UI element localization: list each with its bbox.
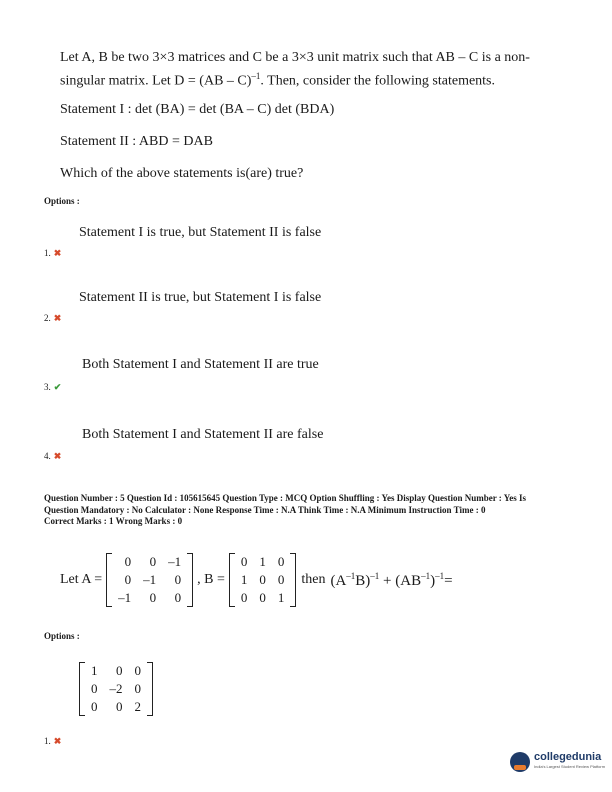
cross-icon: ✖ — [53, 313, 62, 323]
matrix-cell: 0 — [240, 554, 248, 569]
matrix-cell: 0 — [277, 572, 285, 587]
matrix-cell: –1 — [168, 554, 182, 569]
q4-option-2-marker — [44, 313, 61, 324]
q4-stem-line2 — [60, 67, 495, 91]
q4-question: Which of the above statements is(are) true? — [60, 166, 304, 181]
let-a-label: Let A = — [60, 572, 103, 587]
matrix-cell: 0 — [91, 699, 98, 714]
matrix-cell: 0 — [124, 572, 132, 587]
q4-option-4-text[interactable]: Both Statement I and Statement II are false — [82, 427, 324, 442]
cross-icon: ✖ — [53, 451, 62, 461]
matrix-cell: 0 — [259, 572, 266, 587]
statement-1: Statement I : det (BA) = det (BA – C) det (BDA) — [60, 102, 335, 117]
matrix-cell: 0 — [277, 554, 285, 569]
matrix-cell: 0 — [116, 699, 123, 714]
matrix-cell: 0 — [149, 554, 157, 569]
logo-name: collegedunia — [534, 751, 602, 763]
matrix-cell: 0 — [116, 663, 123, 678]
q4-options-label: Options : — [44, 196, 80, 206]
matrix-cell: 0 — [124, 554, 132, 569]
q4-option-3-marker — [44, 382, 61, 393]
matrix-cell: 2 — [134, 699, 141, 714]
q4-stem-line2-post: . Then, consider the following statements. — [260, 73, 496, 89]
q5-option-1-number: 1. — [44, 736, 51, 746]
q5-option-1-matrix[interactable] — [79, 662, 153, 716]
q4-option-1-text[interactable]: Statement I is true, but Statement II is false — [79, 225, 322, 240]
q4-stem-line2-text: singular matrix. Let D = (AB – C) — [60, 73, 252, 89]
q4-option-2-text[interactable]: Statement II is true, but Statement I is false — [79, 290, 322, 305]
q4-stem-line1: Let A, B be two 3×3 matrices and C be a 3×3 unit matrix such that AB – C is a non- — [60, 50, 530, 65]
matrix-cell: 1 — [259, 554, 266, 569]
q4-option-4-number: 4. — [44, 451, 51, 461]
logo-mascot-icon — [510, 752, 530, 772]
q5-meta-line3: Correct Marks : 1 Wrong Marks : 0 — [44, 516, 183, 526]
q5-meta — [44, 493, 584, 528]
matrix-cell: 0 — [259, 590, 266, 605]
q4-option-4-marker — [44, 451, 61, 462]
matrix-cell: 0 — [174, 572, 182, 587]
matrix-cell: 1 — [91, 663, 98, 678]
matrix-cell: 1 — [277, 590, 285, 605]
matrix-cell: 1 — [240, 572, 248, 587]
collegedunia-logo — [510, 752, 605, 772]
q4-option-3-text[interactable]: Both Statement I and Statement II are true — [82, 357, 319, 372]
q5-meta-line1: Question Number : 5 Question Id : 105615645 Question Type : MCQ Option Shuffling : Yes Display Question Number : Yes Is — [44, 493, 526, 503]
matrix-cell: –1 — [118, 590, 132, 605]
expression: $(A^{-1}B)^{-1} + (AB^{-1})^{-1}=$ — [330, 570, 453, 589]
matrix-cell: 0 — [91, 681, 98, 696]
matrix-b — [229, 553, 297, 607]
statement-2: Statement II : ABD = DAB — [60, 134, 213, 149]
cross-icon: ✖ — [53, 736, 62, 746]
matrix-cell: –1 — [143, 572, 157, 587]
matrix-cell: 0 — [134, 663, 141, 678]
matrix-cell: 0 — [134, 681, 141, 696]
q5-options-label: Options : — [44, 631, 80, 641]
q5-option-1-marker — [44, 736, 61, 747]
matrix-cell: 0 — [174, 590, 182, 605]
checkmark-icon: ✔ — [53, 382, 62, 392]
matrix-cell: –2 — [109, 681, 123, 696]
cross-icon: ✖ — [53, 248, 62, 258]
matrix-a — [106, 553, 193, 607]
b-label: , B = — [197, 572, 225, 587]
matrix-cell: 0 — [149, 590, 157, 605]
q5-meta-line2: Question Mandatory : No Calculator : None Response Time : N.A Think Time : N.A Minimum Instruction Time : 0 — [44, 504, 486, 515]
matrix-cell: 0 — [240, 590, 248, 605]
logo-tagline: India's Largest Student Review Platform — [534, 764, 606, 769]
then-label: then — [301, 572, 326, 587]
q4-option-1-marker — [44, 248, 61, 259]
option-1-matrix — [79, 662, 153, 716]
q5-equation — [60, 553, 453, 607]
q4-option-2-number: 2. — [44, 313, 51, 323]
q4-stem-line2-sup: –1 — [251, 71, 261, 81]
q4-option-1-number: 1. — [44, 248, 51, 258]
q4-option-3-number: 3. — [44, 382, 51, 392]
